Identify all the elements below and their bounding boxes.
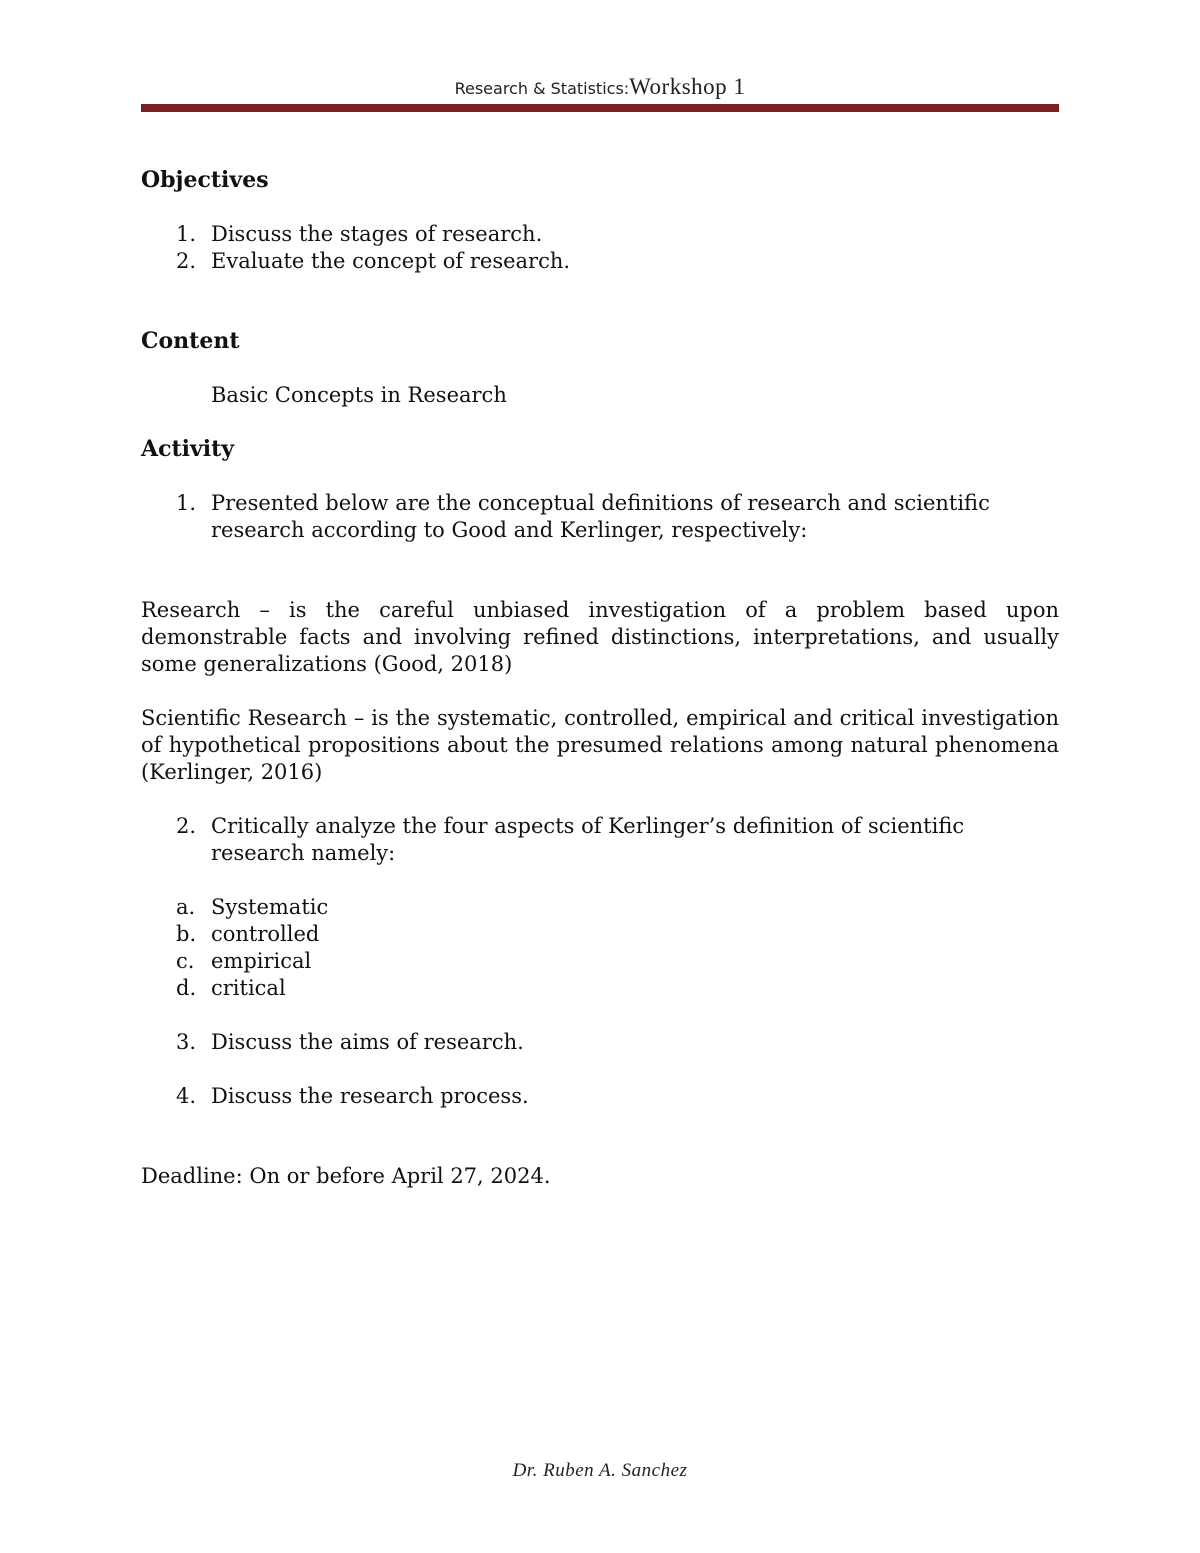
list-text: Evaluate the concept of research. <box>211 249 571 273</box>
list-item <box>141 490 1059 544</box>
list-item <box>141 248 1059 275</box>
list-item <box>141 948 1059 975</box>
list-item <box>141 813 1059 867</box>
header-course-label: Research & Statistics: <box>454 79 630 98</box>
list-item <box>141 221 1059 248</box>
document-body <box>141 167 1059 1190</box>
list-letter: d. <box>176 976 197 1000</box>
author-footer: Dr. Ruben A. Sanchez <box>512 1460 688 1481</box>
activity-list-2 <box>141 813 1059 867</box>
list-letter: b. <box>176 922 197 946</box>
list-text: Presented below are the conceptual definitions of research and scientific research according to Good and Kerlinger, respectively: <box>211 491 990 542</box>
list-text: Discuss the research process. <box>211 1084 529 1108</box>
list-number: 1. <box>176 222 197 246</box>
activity-list-4 <box>141 1083 1059 1110</box>
list-text: Systematic <box>211 895 329 919</box>
list-text: Discuss the aims of research. <box>211 1030 524 1054</box>
list-item <box>141 894 1059 921</box>
research-definition: Research – is the careful unbiased investigation of a problem based upon demonstrable facts and involving refined distinctions, interpretations, and usually some generalizations (Good, 2018) <box>141 598 1059 676</box>
list-text: controlled <box>211 922 320 946</box>
list-letter: a. <box>176 895 196 919</box>
page-header <box>141 74 1059 100</box>
content-topic: Basic Concepts in Research <box>211 383 507 407</box>
list-item <box>141 975 1059 1002</box>
deadline-text: Deadline: On or before April 27, 2024. <box>141 1164 551 1188</box>
list-text: empirical <box>211 949 312 973</box>
activity-heading: Activity <box>141 436 235 462</box>
activity-list-1 <box>141 490 1059 544</box>
content-heading: Content <box>141 328 240 354</box>
scientific-research-definition: Scientific Research – is the systematic, controlled, empirical and critical investigation of hypothetical propositions about the presumed relations among natural phenomena (Kerlinger, 2016) <box>141 706 1059 784</box>
list-text: critical <box>211 976 286 1000</box>
list-item <box>141 1029 1059 1056</box>
aspects-list <box>141 894 1059 1002</box>
objectives-heading: Objectives <box>141 167 269 193</box>
activity-list-3 <box>141 1029 1059 1056</box>
header-workshop-label: Workshop 1 <box>629 74 746 99</box>
objectives-list <box>141 221 1059 275</box>
list-number: 1. <box>176 491 197 515</box>
list-number: 2. <box>176 814 197 838</box>
list-text: Critically analyze the four aspects of Kerlinger’s definition of scientific research namely: <box>211 814 965 865</box>
list-text: Discuss the stages of research. <box>211 222 543 246</box>
list-number: 4. <box>176 1084 197 1108</box>
header-divider <box>141 104 1059 112</box>
list-letter: c. <box>176 949 195 973</box>
list-item <box>141 1083 1059 1110</box>
list-number: 2. <box>176 249 197 273</box>
list-item <box>141 921 1059 948</box>
list-number: 3. <box>176 1030 197 1054</box>
